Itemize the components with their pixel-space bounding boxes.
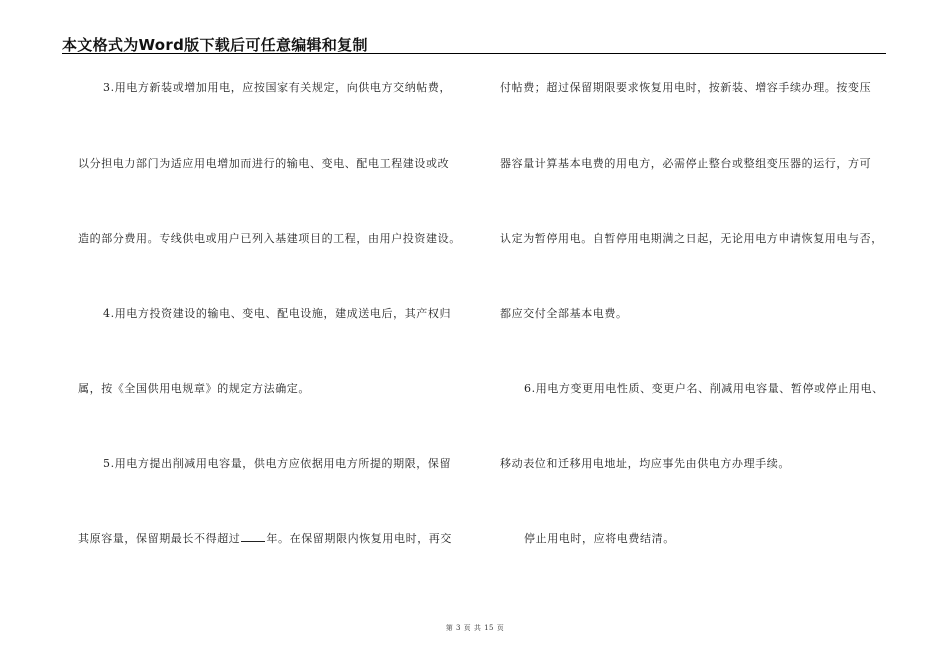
page-number: 第 3 页 共 15 页 <box>445 624 505 632</box>
paragraph-line: 5.用电方提出削减用电容量，供电方应依据用电方所提的期限，保留 <box>103 457 452 470</box>
paragraph-line: 器容量计算基本电费的用电方，必需停止整台或整组变压器的运行，方可 <box>500 157 872 170</box>
paragraph-text: 年。在保留期限内恢复用电时，再交 <box>266 532 453 545</box>
paragraph-line: 造的部分费用。专线供电或用户已列入基建项目的工程，由用户投资建设。 <box>78 232 461 245</box>
paragraph-line-with-blank <box>78 530 452 546</box>
paragraph-line: 3.用电方新装或增加用电，应按国家有关规定，向供电方交纳帖费， <box>103 81 452 94</box>
paragraph-line: 4.用电方投资建设的输电、变电、配电设施，建成送电后，其产权归 <box>103 307 452 320</box>
paragraph-line: 都应交付全部基本电费。 <box>500 307 628 320</box>
paragraph-line: 以分担电力部门为适应用电增加而进行的输电、变电、配电工程建设或改 <box>78 157 450 170</box>
document-header-title: 本文格式为Word版下载后可任意编辑和复制 <box>62 36 368 54</box>
paragraph-line: 付帖费；超过保留期限要求恢复用电时，按新装、增容手续办理。按变压 <box>500 81 872 94</box>
header-divider <box>62 53 886 54</box>
paragraph-line: 6.用电方变更用电性质、变更户名、削减用电容量、暂停或停止用电、 <box>524 382 884 395</box>
paragraph-line: 认定为暂停用电。自暂停用电期满之日起，无论用电方申请恢复用电与否， <box>500 232 883 245</box>
paragraph-text: 其原容量，保留期最长不得超过 <box>78 532 241 545</box>
fill-in-blank <box>241 532 265 542</box>
paragraph-line: 属，按《全国供用电规章》的规定方法确定。 <box>78 382 310 395</box>
paragraph-line: 停止用电时，应将电费结清。 <box>524 532 675 545</box>
paragraph-line: 移动表位和迁移用电地址，均应事先由供电方办理手续。 <box>500 457 790 470</box>
